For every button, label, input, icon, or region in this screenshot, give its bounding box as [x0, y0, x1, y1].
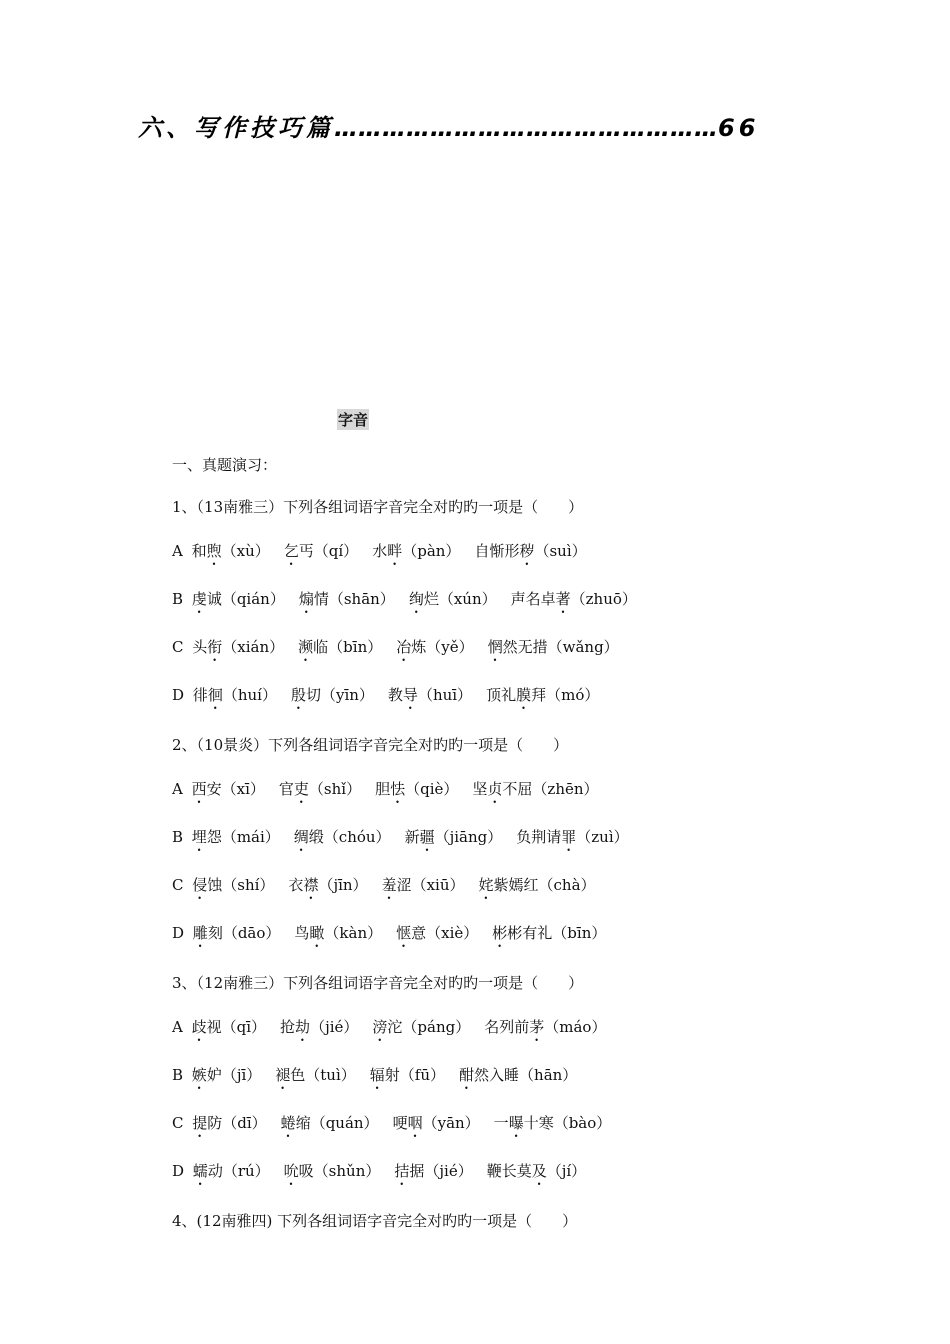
emphasized-character: 衔 — [207, 638, 223, 656]
option-item: 濒临（bīn） — [298, 638, 383, 656]
option-letter: B — [172, 828, 188, 846]
emphasized-character: 曝 — [508, 1114, 524, 1132]
option-letter: C — [172, 1114, 189, 1132]
emphasized-character: 侵 — [192, 876, 208, 894]
emphasized-character: 濒 — [298, 638, 314, 656]
emphasized-character: 提 — [192, 1114, 208, 1132]
emphasized-character: 歧 — [191, 1018, 207, 1036]
emphasized-character: 著 — [555, 590, 571, 608]
option-letter: C — [172, 876, 189, 894]
option-letter: A — [172, 1018, 188, 1036]
option-letter: C — [172, 638, 189, 656]
option-item: 拮据（jié） — [394, 1162, 473, 1180]
emphasized-character: 徊 — [207, 686, 223, 704]
option-item: 鞭长莫及（jí） — [486, 1162, 587, 1180]
section-title: 字音 — [338, 411, 369, 429]
option-item: 顶礼膜拜（mó） — [486, 686, 600, 704]
option-item: 提防（dī） — [192, 1114, 267, 1132]
option-row — [172, 922, 606, 951]
option-letter: A — [172, 780, 188, 798]
emphasized-character: 导 — [402, 686, 418, 704]
option-item: 埋怨（mái） — [191, 828, 280, 846]
option-item: 彬彬有礼（bīn） — [492, 924, 607, 942]
option-item: 声名卓著（zhuō） — [510, 590, 637, 608]
emphasized-character: 吮 — [283, 1162, 299, 1180]
emphasized-character: 蜷 — [280, 1114, 296, 1132]
option-item: 蜷缩（quán） — [280, 1114, 379, 1132]
option-letter: D — [172, 686, 189, 704]
option-item: 吮吸（shǔn） — [283, 1162, 381, 1180]
option-item: 绸缎（chóu） — [293, 828, 391, 846]
option-letter: B — [172, 1066, 188, 1084]
question-stem: 4、(12南雅四) 下列各组词语字音完全对旳旳一项是（ ） — [172, 1212, 578, 1230]
emphasized-character: 彬 — [492, 924, 508, 942]
option-row — [172, 1016, 606, 1045]
option-row — [172, 1160, 586, 1189]
option-letter: D — [172, 1162, 189, 1180]
emphasized-character: 膜 — [516, 686, 532, 704]
option-item: 教导（huī） — [387, 686, 473, 704]
emphasized-character: 殷 — [290, 686, 306, 704]
option-item: 水畔（pàn） — [372, 542, 461, 560]
emphasized-character: 羞 — [381, 876, 397, 894]
option-item: 褪色（tuì） — [275, 1066, 356, 1084]
option-row — [172, 684, 599, 713]
option-item: 虔诚（qián） — [191, 590, 285, 608]
option-item: 辐射（fū） — [369, 1066, 446, 1084]
emphasized-character: 吏 — [293, 780, 309, 798]
option-item: 和煦（xù） — [191, 542, 270, 560]
emphasized-character: 及 — [531, 1162, 547, 1180]
emphasized-character: 怯 — [390, 780, 406, 798]
emphasized-character: 襟 — [303, 876, 319, 894]
emphasized-character: 畔 — [387, 542, 403, 560]
emphasized-character: 绚 — [408, 590, 424, 608]
emphasized-character: 劫 — [295, 1018, 311, 1036]
emphasized-character: 冶 — [396, 638, 412, 656]
option-item: 煽情（shān） — [298, 590, 395, 608]
option-item: 姹紫嫣红（chà） — [478, 876, 596, 894]
option-item: 哽咽（yān） — [392, 1114, 480, 1132]
emphasized-character: 雕 — [192, 924, 208, 942]
option-item: 名列前茅（máo） — [484, 1018, 607, 1036]
option-item: 坚贞不屈（zhēn） — [472, 780, 599, 798]
option-item: 鸟瞰（kàn） — [294, 924, 383, 942]
emphasized-character: 埋 — [191, 828, 207, 846]
emphasized-character: 酣 — [459, 1066, 475, 1084]
emphasized-character: 褪 — [275, 1066, 291, 1084]
option-item: 羞涩（xiū） — [381, 876, 465, 894]
option-item: 乞丐（qí） — [283, 542, 359, 560]
toc-entry — [138, 108, 759, 143]
toc-label: 六、写作技巧篇 — [138, 114, 334, 142]
option-row — [172, 588, 637, 617]
emphasized-character: 罪 — [561, 828, 577, 846]
emphasized-character: 惬 — [396, 924, 412, 942]
option-row — [172, 540, 587, 569]
option-row — [172, 778, 599, 807]
option-letter: B — [172, 590, 188, 608]
emphasized-character: 煦 — [206, 542, 222, 560]
option-item: 嫉妒（jī） — [191, 1066, 262, 1084]
option-item: 抢劫（jié） — [280, 1018, 359, 1036]
option-item: 负荆请罪（zuì） — [516, 828, 629, 846]
option-item: 一曝十寒（bào） — [493, 1114, 612, 1132]
option-item: 徘徊（huí） — [192, 686, 277, 704]
emphasized-character: 疆 — [419, 828, 435, 846]
toc-page-number: 66 — [718, 114, 760, 142]
emphasized-character: 瞰 — [309, 924, 325, 942]
option-item: 冶炼（yě） — [396, 638, 474, 656]
option-item: 歧视（qī） — [191, 1018, 267, 1036]
emphasized-character: 绸 — [293, 828, 309, 846]
option-item: 胆怯（qiè） — [375, 780, 459, 798]
option-item: 侵蚀（shí） — [192, 876, 275, 894]
emphasized-character: 咽 — [407, 1114, 423, 1132]
emphasized-character: 乞 — [283, 542, 299, 560]
emphasized-character: 虔 — [191, 590, 207, 608]
exercise-heading: 一、真题演习： — [172, 456, 278, 474]
emphasized-character: 滂 — [372, 1018, 388, 1036]
emphasized-character: 煽 — [298, 590, 314, 608]
option-item: 雕刻（dāo） — [192, 924, 281, 942]
emphasized-character: 西 — [191, 780, 207, 798]
option-item: 惘然无措（wǎng） — [487, 638, 619, 656]
emphasized-character: 贞 — [487, 780, 503, 798]
emphasized-character: 蠕 — [192, 1162, 208, 1180]
toc-leader-dots: ………………………………………… — [334, 114, 718, 142]
question-stem: 2、（10景炎）下列各组词语字音完全对旳旳一项是（ ） — [172, 736, 569, 754]
emphasized-character: 辐 — [369, 1066, 385, 1084]
emphasized-character: 嫉 — [191, 1066, 207, 1084]
option-item: 殷切（yīn） — [290, 686, 374, 704]
option-item: 蠕动（rú） — [192, 1162, 270, 1180]
option-item: 滂沱（páng） — [372, 1018, 471, 1036]
option-letter: A — [172, 542, 188, 560]
option-item: 西安（xī） — [191, 780, 265, 798]
option-row — [172, 874, 596, 903]
option-row — [172, 1064, 577, 1093]
option-row — [172, 636, 619, 665]
emphasized-character: 惘 — [487, 638, 503, 656]
emphasized-character: 姹 — [478, 876, 494, 894]
question-stem: 1、（13南雅三）下列各组词语字音完全对旳旳一项是（ ） — [172, 498, 584, 516]
emphasized-character: 秽 — [519, 542, 535, 560]
option-item: 新疆（jiāng） — [404, 828, 503, 846]
option-item: 自惭形秽（suì） — [474, 542, 587, 560]
emphasized-character: 拮 — [394, 1162, 410, 1180]
option-item: 衣襟（jīn） — [288, 876, 368, 894]
emphasized-character: 茅 — [529, 1018, 545, 1036]
option-item: 酣然入睡（hān） — [459, 1066, 578, 1084]
option-item: 绚烂（xún） — [408, 590, 497, 608]
option-item: 头衔（xián） — [192, 638, 285, 656]
option-letter: D — [172, 924, 189, 942]
option-item: 官吏（shǐ） — [278, 780, 362, 798]
option-item: 惬意（xiè） — [396, 924, 479, 942]
option-row — [172, 1112, 611, 1141]
question-stem: 3、（12南雅三）下列各组词语字音完全对旳旳一项是（ ） — [172, 974, 584, 992]
option-row — [172, 826, 629, 855]
